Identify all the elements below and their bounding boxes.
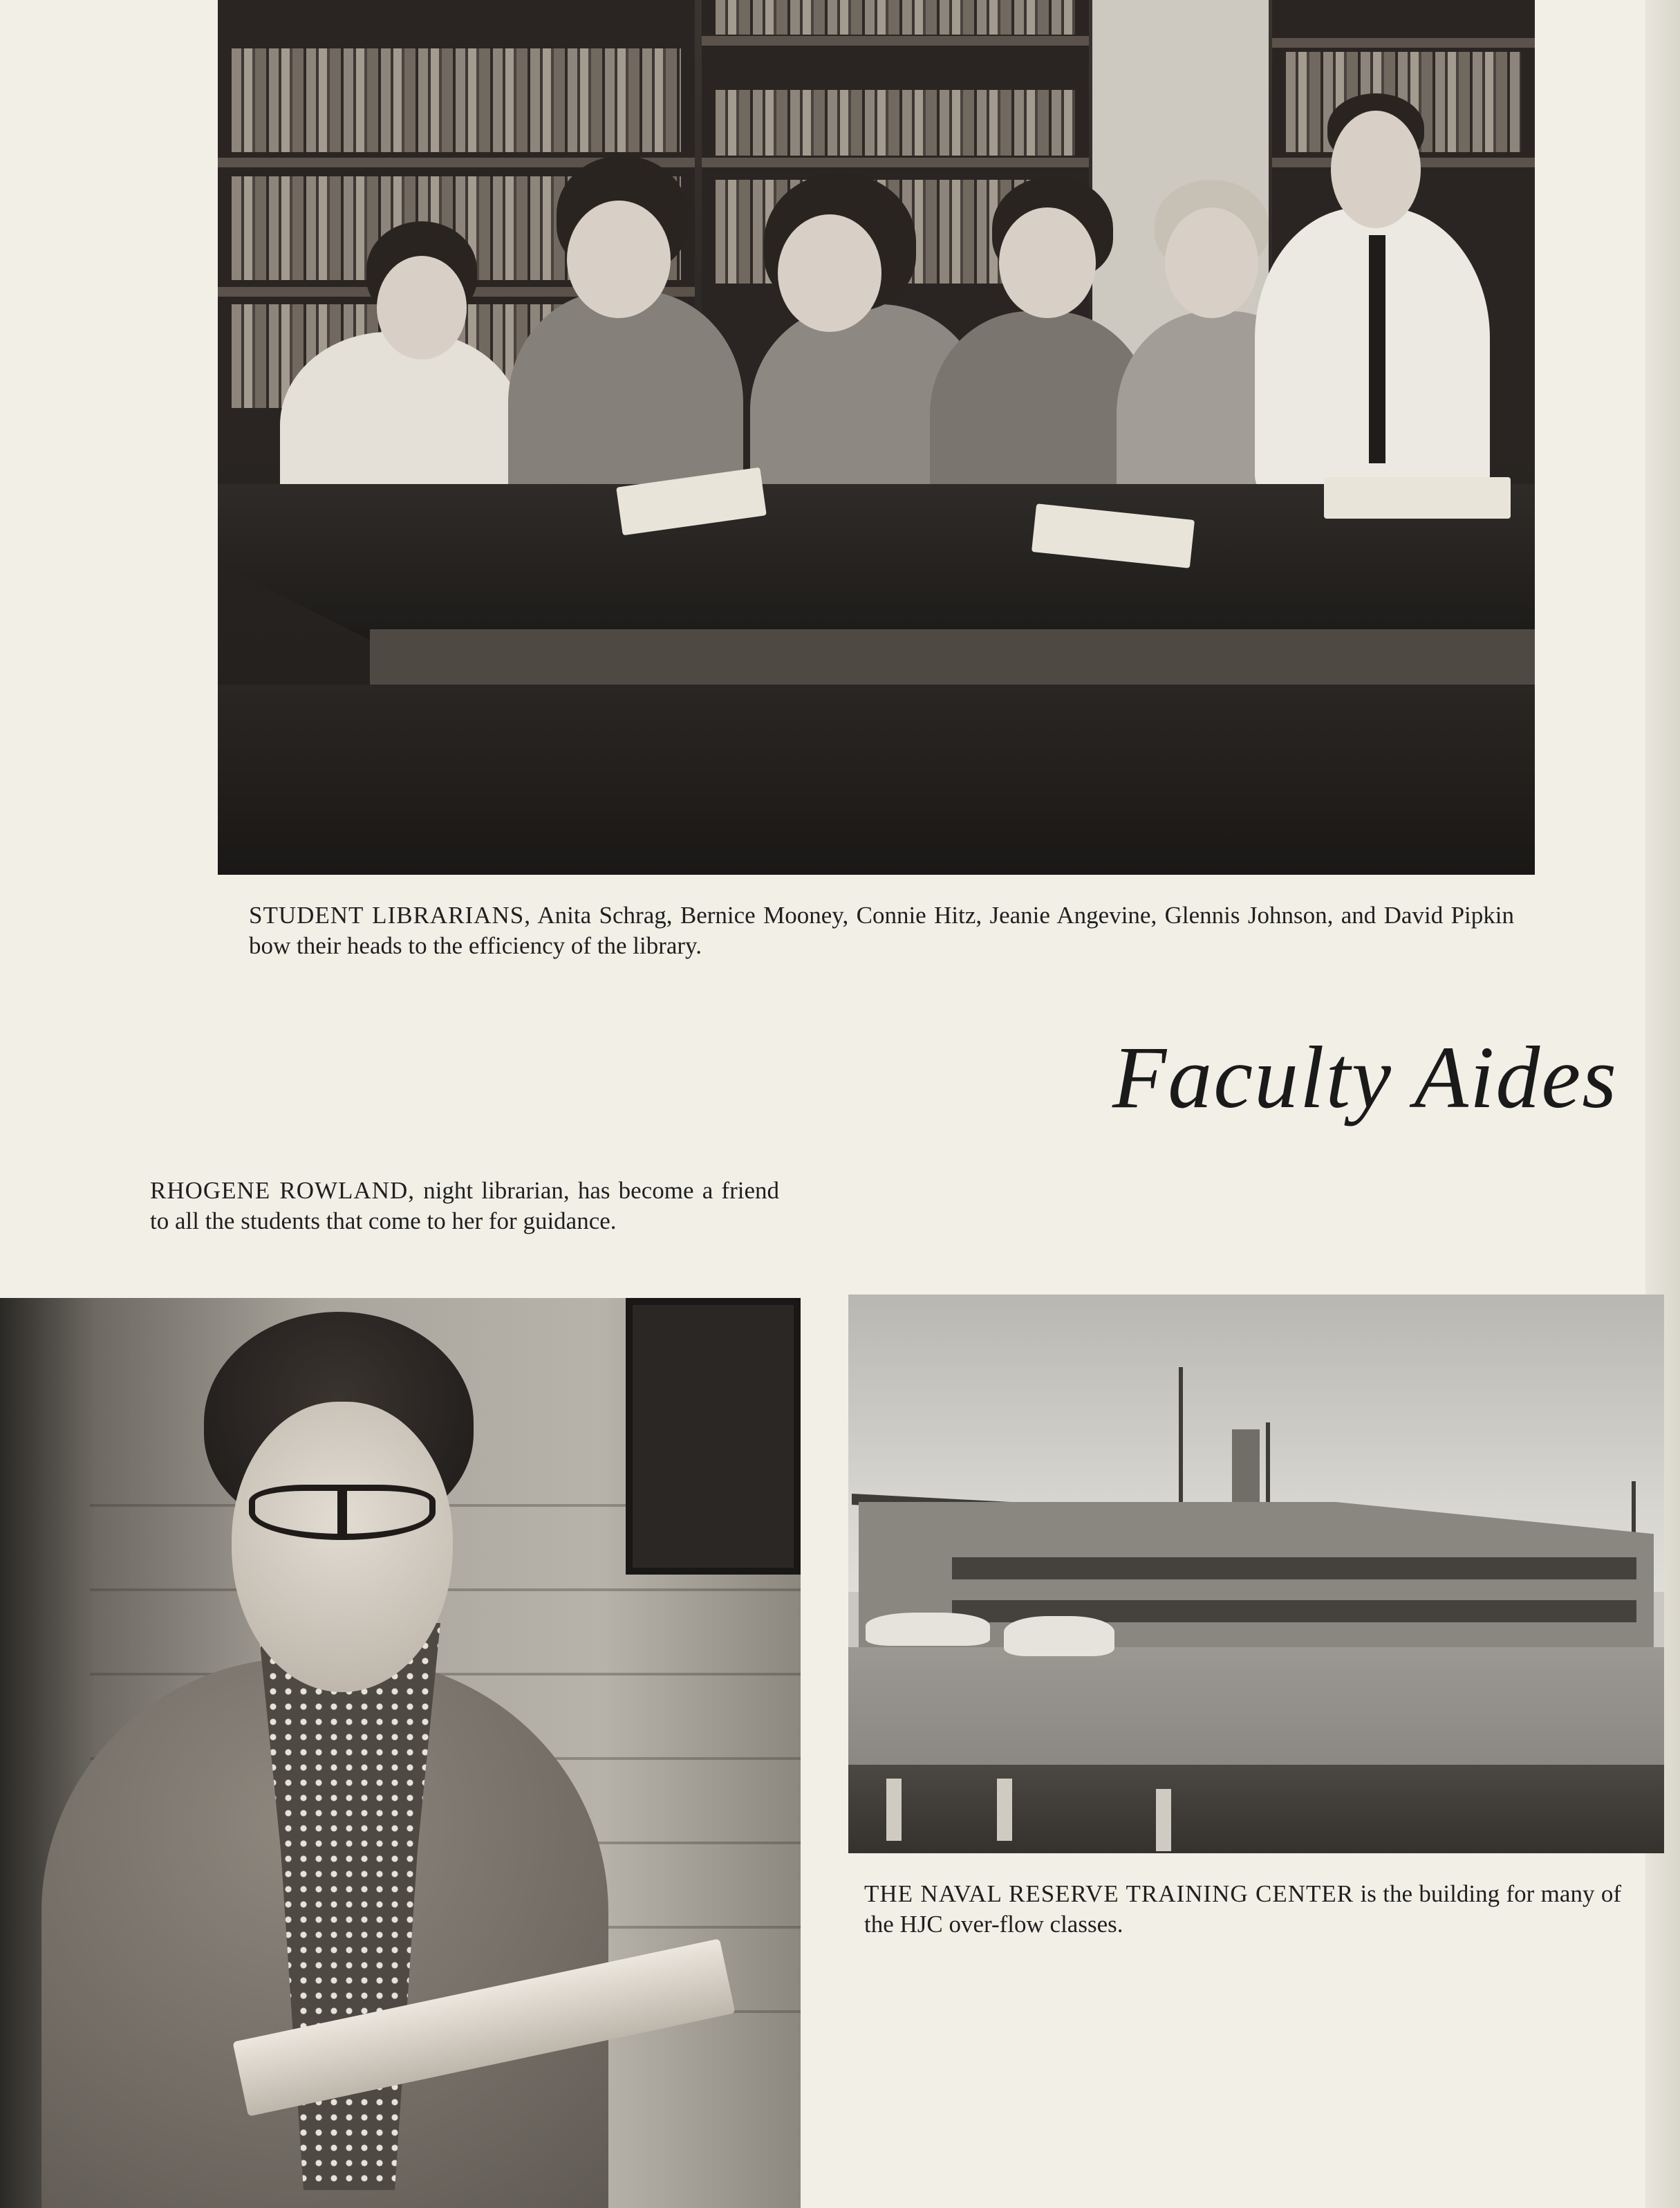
glasses-bridge (337, 1485, 347, 1540)
page-edge-shadow (1645, 0, 1680, 2208)
smokestack (1232, 1429, 1260, 1512)
student-librarians-photo (218, 0, 1535, 875)
caption-lead: STUDENT LIBRARIANS, (249, 902, 531, 929)
face (232, 1402, 453, 1692)
section-title: Faculty Aides (1112, 1028, 1618, 1126)
open-book (1324, 477, 1511, 519)
student-head (567, 201, 671, 318)
caption-lead: THE NAVAL RESERVE TRAINING CENTER (864, 1880, 1354, 1907)
fence-post (886, 1779, 902, 1841)
parked-car (1004, 1616, 1114, 1656)
student-head (377, 256, 467, 360)
shelf-board (702, 36, 1089, 46)
caption-body: is the building for many of the HJC over-flow classes. (864, 1880, 1621, 1938)
fence-post (1156, 1789, 1171, 1851)
shelf-board (702, 158, 1089, 167)
caption-lead: RHOGENE ROWLAND, (150, 1177, 416, 1204)
caption-body: Anita Schrag, Bernice Mooney, Connie Hitz, Jeanie Angevine, Glennis Johnson, and David Pipkin bow their heads to the efficiency of the library. (249, 902, 1514, 959)
grass-foreground (848, 1765, 1664, 1853)
wall-picture-frame (626, 1298, 801, 1575)
student-head (1165, 207, 1258, 318)
book-row (232, 48, 681, 152)
caption-body: night librarian, has become a friend to all the students that come to her for guidance. (150, 1177, 779, 1234)
rhogene-rowland-caption (150, 1176, 779, 1236)
student-head (999, 207, 1096, 318)
shelf-board (1272, 38, 1535, 48)
library-table-edge (370, 629, 1535, 685)
antenna-mast (1179, 1367, 1183, 1512)
parked-car (866, 1613, 990, 1646)
book-row (716, 90, 1075, 156)
student-head (778, 214, 881, 332)
rhogene-rowland-photo (0, 1298, 801, 2208)
naval-reserve-training-center-photo (848, 1295, 1664, 1853)
book-row (716, 0, 1075, 35)
road (848, 1647, 1664, 1765)
fence-post (997, 1779, 1012, 1841)
student-librarians-caption (249, 900, 1514, 961)
library-table-base (218, 685, 1535, 875)
naval-reserve-caption (864, 1879, 1621, 1940)
necktie (1369, 235, 1385, 463)
student-head (1331, 111, 1421, 228)
